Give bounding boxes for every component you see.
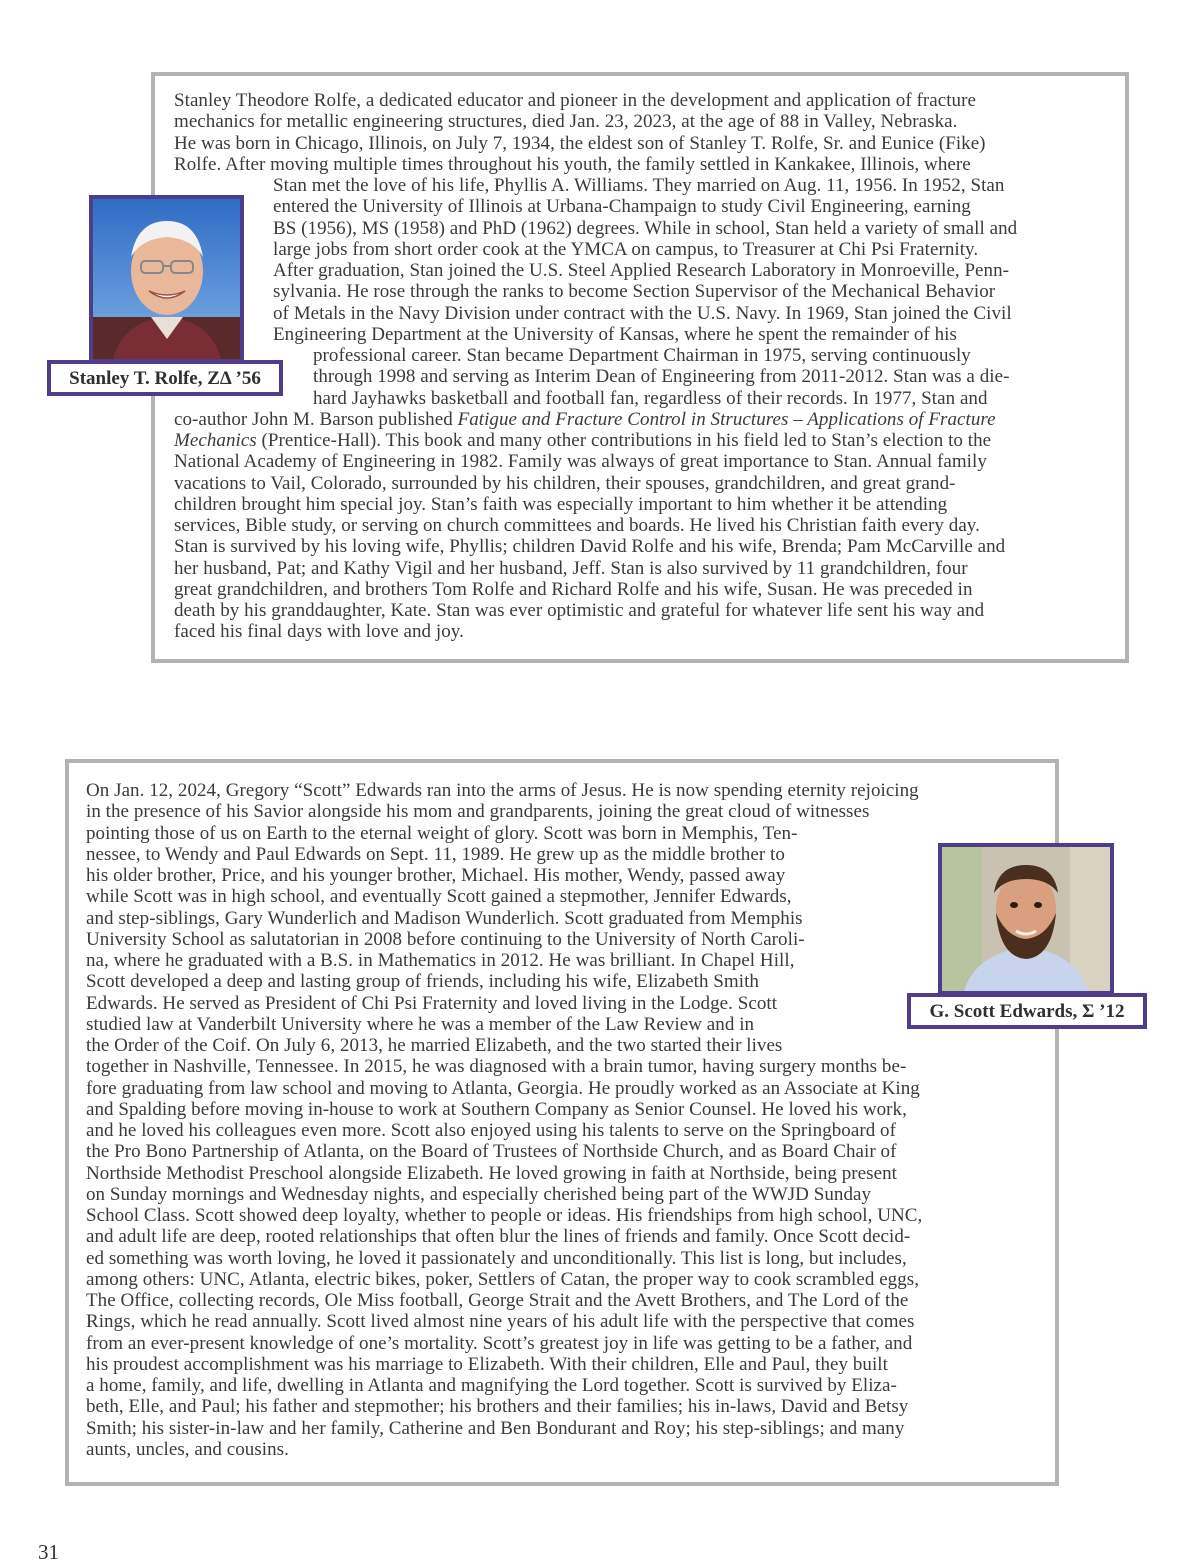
edwards-text-line: his proudest accomplishment was his marriage to Elizabeth. With their children, Elle and Paul, they built: [86, 1353, 888, 1375]
edwards-text-line: University School as salutatorian in 2008 before continuing to the University of North Caroli-: [86, 928, 805, 950]
edwards-text-line: together in Nashville, Tennessee. In 2015, he was diagnosed with a brain tumor, having surgery months be-: [86, 1056, 907, 1078]
edwards-text-line: among others: UNC, Atlanta, electric bikes, poker, Settlers of Catan, the proper way to cook scrambled eggs,: [86, 1268, 920, 1290]
rolfe-text-line: through 1998 and serving as Interim Dean of Engineering from 2011-2012. Stan was a die-: [313, 366, 1010, 388]
edwards-text-line: pointing those of us on Earth to the eternal weight of glory. Scott was born in Memphis, Ten-: [86, 822, 798, 844]
rolfe-text-line: sylvania. He rose through the ranks to become Section Supervisor of the Mechanical Behavior: [273, 281, 996, 303]
edwards-text-line: na, where he graduated with a B.S. in Mathematics in 2012. He was brilliant. In Chapel Hill,: [86, 950, 795, 971]
portrait-photo-edwards: [938, 843, 1114, 995]
page-number: 31: [38, 1540, 59, 1564]
edwards-text-line: School Class. Scott showed deep loyalty, whether to people or ideas. His friendships from high school, UNC,: [86, 1205, 923, 1226]
rolfe-text-line: entered the University of Illinois at Urbana-Champaign to study Civil Engineering, earning: [273, 196, 971, 218]
edwards-text-line: Smith; his sister-in-law and her family, Catherine and Ben Bondurant and Roy; his step-siblings; and many: [86, 1417, 905, 1439]
portrait-photo-rolfe: [89, 195, 244, 363]
edwards-text-line: from an ever-present knowledge of one’s mortality. Scott’s greatest joy in life was getting to be a father, and: [86, 1332, 913, 1354]
photo-caption-rolfe: Stanley T. Rolfe, ZΔ ’56: [47, 360, 283, 396]
edwards-text-line: ed something was worth loving, he loved it passionately and unconditionally. This list is long, but includes,: [86, 1247, 907, 1269]
rolfe-text-line: co-author John M. Barson published Fatigue and Fracture Control in Structures – Applications of Fracture: [174, 408, 996, 430]
edwards-text-line: Scott developed a deep and lasting group of friends, including his wife, Elizabeth Smith: [86, 971, 759, 993]
edwards-text-line: fore graduating from law school and moving to Atlanta, Georgia. He proudly worked as an Associate at King: [86, 1077, 920, 1099]
edwards-text-line: the Pro Bono Partnership of Atlanta, on the Board of Trustees of Northside Church, and as Board Chair of: [86, 1141, 897, 1163]
edwards-text-line: the Order of the Coif. On July 6, 2013, he married Elizabeth, and the two started their lives: [86, 1035, 783, 1056]
edwards-text-line: and step-siblings, Gary Wunderlich and Madison Wunderlich. Scott graduated from Memphis: [86, 907, 803, 929]
rolfe-text-line: Mechanics (Prentice-Hall). This book and many other contributions in his field led to Stan’s election to the: [174, 430, 992, 451]
rolfe-text-line: He was born in Chicago, Illinois, on July 7, 1934, the eldest son of Stanley T. Rolfe, Sr. and Eunice (Fike): [174, 132, 986, 154]
edwards-text-line: aunts, uncles, and cousins.: [86, 1438, 289, 1460]
rolfe-text-line: her husband, Pat; and Kathy Vigil and her husband, Jeff. Stan is also survived by 11 grandchildren, four: [174, 557, 968, 579]
edwards-text-line: Northside Methodist Preschool alongside Elizabeth. He loved growing in faith at Northside, being present: [86, 1162, 897, 1184]
rolfe-text-line: BS (1956), MS (1958) and PhD (1962) degrees. While in school, Stan held a variety of small and: [273, 217, 1018, 239]
edwards-text-line: Rings, which he read annually. Scott lived almost nine years of his adult life with the perspective that comes: [86, 1311, 915, 1333]
rolfe-text-line: death by his granddaughter, Kate. Stan was ever optimistic and grateful for whatever life sent his way and: [174, 600, 985, 621]
rolfe-text-line: professional career. Stan became Department Chairman in 1975, serving continuously: [313, 345, 971, 366]
edwards-text-line: nessee, to Wendy and Paul Edwards on Sept. 11, 1989. He grew up as the middle brother to: [86, 843, 785, 865]
rolfe-text-line: great grandchildren, and brothers Tom Rolfe and Richard Rolfe and his wife, Susan. He was preceded in: [174, 578, 973, 600]
edwards-text-line: on Sunday mornings and Wednesday nights, and especially cherished being part of the WWJD Sunday: [86, 1183, 872, 1205]
rolfe-text-line: Stan met the love of his life, Phyllis A. Williams. They married on Aug. 11, 1956. In 1952, Stan: [273, 175, 1005, 196]
photo-caption-edwards: G. Scott Edwards, Σ ’12: [907, 993, 1147, 1029]
edwards-text-line: while Scott was in high school, and eventually Scott gained a stepmother, Jennifer Edwards,: [86, 886, 792, 908]
rolfe-text-line: hard Jayhawks basketball and football fan, regardless of their records. In 1977, Stan and: [313, 387, 988, 409]
edwards-text-line: beth, Elle, and Paul; his father and stepmother; his brothers and their families; his in-laws, David and Betsy: [86, 1396, 909, 1418]
rolfe-text-line: Stan is survived by his loving wife, Phyllis; children David Rolfe and his wife, Brenda; Pam McCarville and: [174, 536, 1006, 558]
edwards-text-line: and he loved his colleagues even more. Scott also enjoyed using his talents to serve on the Springboard of: [86, 1120, 896, 1141]
edwards-text-line: Edwards. He served as President of Chi Psi Fraternity and loved living in the Lodge. Scott: [86, 992, 778, 1014]
rolfe-text-line: large jobs from short order cook at the YMCA on campus, to Treasurer at Chi Psi Fraternity.: [273, 238, 979, 260]
edwards-text-line: a home, family, and life, dwelling in Atlanta and magnifying the Lord together. Scott is survived by Eliza-: [86, 1375, 897, 1396]
rolfe-text-line: After graduation, Stan joined the U.S. Steel Applied Research Laboratory in Monroeville, Penn-: [273, 260, 1010, 281]
rolfe-text-line: National Academy of Engineering in 1982. Family was always of great importance to Stan. Annual family: [174, 451, 987, 473]
rolfe-text-line: vacations to Vail, Colorado, surrounded by his children, their spouses, grandchildren, and great grand-: [174, 472, 956, 494]
rolfe-text-line: services, Bible study, or serving on church committees and boards. He lived his Christian faith every day.: [174, 515, 980, 536]
edwards-text-line: and Spalding before moving in-house to work at Southern Company as Senior Counsel. He loved his work,: [86, 1098, 907, 1120]
rolfe-text-line: Stanley Theodore Rolfe, a dedicated educator and pioneer in the development and application of fracture: [174, 90, 976, 111]
edwards-text-line: and adult life are deep, rooted relationships that often blur the lines of friends and family. Once Scott decid-: [86, 1226, 911, 1248]
edwards-text-line: On Jan. 12, 2024, Gregory “Scott” Edwards ran into the arms of Jesus. He is now spending eternity rejoicing: [86, 780, 919, 801]
rolfe-text-line: of Metals in the Navy Division under contract with the U.S. Navy. In 1969, Stan joined the Civil: [273, 302, 1012, 324]
edwards-text-line: in the presence of his Savior alongside his mom and grandparents, joining the great cloud of witnesses: [86, 801, 870, 823]
edwards-text-line: his older brother, Price, and his younger brother, Michael. His mother, Wendy, passed away: [86, 865, 786, 886]
rolfe-text-line: children brought him special joy. Stan’s faith was especially important to him whether it be attending: [174, 493, 948, 515]
edwards-text-line: studied law at Vanderbilt University where he was a member of the Law Review and in: [86, 1013, 755, 1035]
rolfe-text-line: faced his final days with love and joy.: [174, 621, 464, 643]
rolfe-text-line: Engineering Department at the University of Kansas, where he spent the remainder of his: [273, 323, 957, 345]
rolfe-text-line: mechanics for metallic engineering structures, died Jan. 23, 2023, at the age of 88 in Valley, Nebraska.: [174, 111, 958, 133]
rolfe-text-line: Rolfe. After moving multiple times throughout his youth, the family settled in Kankakee, Illinois, where: [174, 153, 971, 175]
edwards-text-line: The Office, collecting records, Ole Miss football, George Strait and the Avett Brothers, and The Lord of the: [86, 1290, 909, 1311]
